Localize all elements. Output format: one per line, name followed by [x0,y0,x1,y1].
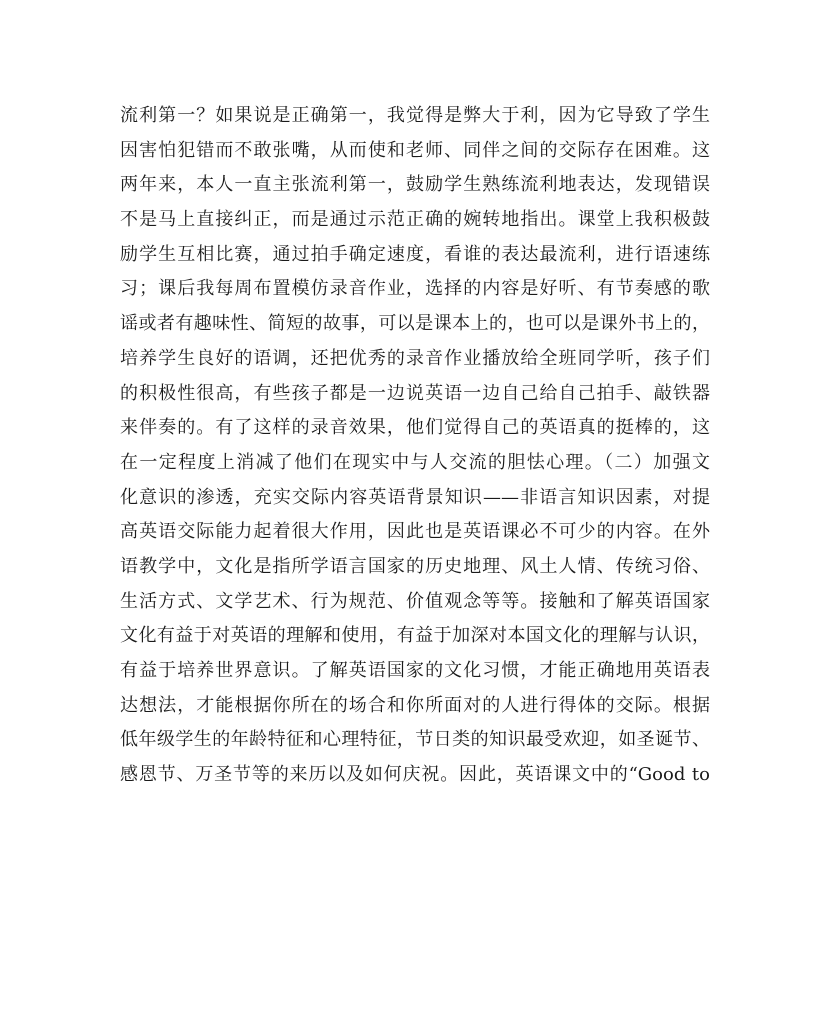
text-line: 生活方式、文学艺术、行为规范、价值观念等等。接触和了解英语国家 [120,590,710,612]
body-paragraph [120,99,710,793]
text-line: 励学生互相比赛，通过拍手确定速度，看谁的表达最流利，进行语速练 [120,243,710,265]
text-line: 流利第一？如果说是正确第一，我觉得是弊大于利，因为它导致了学生 [120,105,710,126]
text-line: 来伴奏的。有了这样的录音效果，他们觉得自己的英语真的挺棒的，这 [120,417,710,439]
text-line: 有益于培养世界意识。了解英语国家的文化习惯，才能正确地用英语表 [120,660,710,681]
text-line: 高英语交际能力起着很大作用，因此也是英语课必不可少的内容。在外 [120,521,710,543]
text-line: 培养学生良好的语调，还把优秀的录音作业播放给全班同学听，孩子们 [120,347,710,369]
text-line: 达想法，才能根据你所在的场合和你所面对的人进行得体的交际。根据 [120,694,710,716]
text-line: 的积极性很高，有些孩子都是一边说英语一边自己给自己拍手、敲铁器 [120,382,710,404]
text-line: 因害怕犯错而不敢张嘴，从而使和老师、同伴之间的交际存在困难。这 [120,139,710,161]
text-line: 感恩节、万圣节等的来历以及如何庆祝。因此，英语课文中的“Good to [120,764,710,786]
text-line: 语教学中，文化是指所学语言国家的历史地理、风土人情、传统习俗、 [120,555,710,577]
text-line: 习；课后我每周布置模仿录音作业，选择的内容是好听、有节奏感的歌 [120,278,710,300]
text-line: 文化有益于对英语的理解和使用，有益于加深对本国文化的理解与认识， [120,625,710,647]
text-line: 谣或者有趣味性、简短的故事，可以是课本上的，也可以是课外书上的， [120,313,710,335]
text-line: 在一定程度上消减了他们在现实中与人交流的胆怯心理。（二）加强文 [120,451,710,473]
text-line: 不是马上直接纠正，而是通过示范正确的婉转地指出。课堂上我积极鼓 [120,209,710,231]
text-line: 两年来，本人一直主张流利第一，鼓励学生熟练流利地表达，发现错误 [120,174,710,196]
text-line: 化意识的渗透，充实交际内容英语背景知识——非语言知识因素，对提 [120,486,710,508]
text-line: 低年级学生的年龄特征和心理特征，节日类的知识最受欢迎，如圣诞节、 [120,729,710,751]
